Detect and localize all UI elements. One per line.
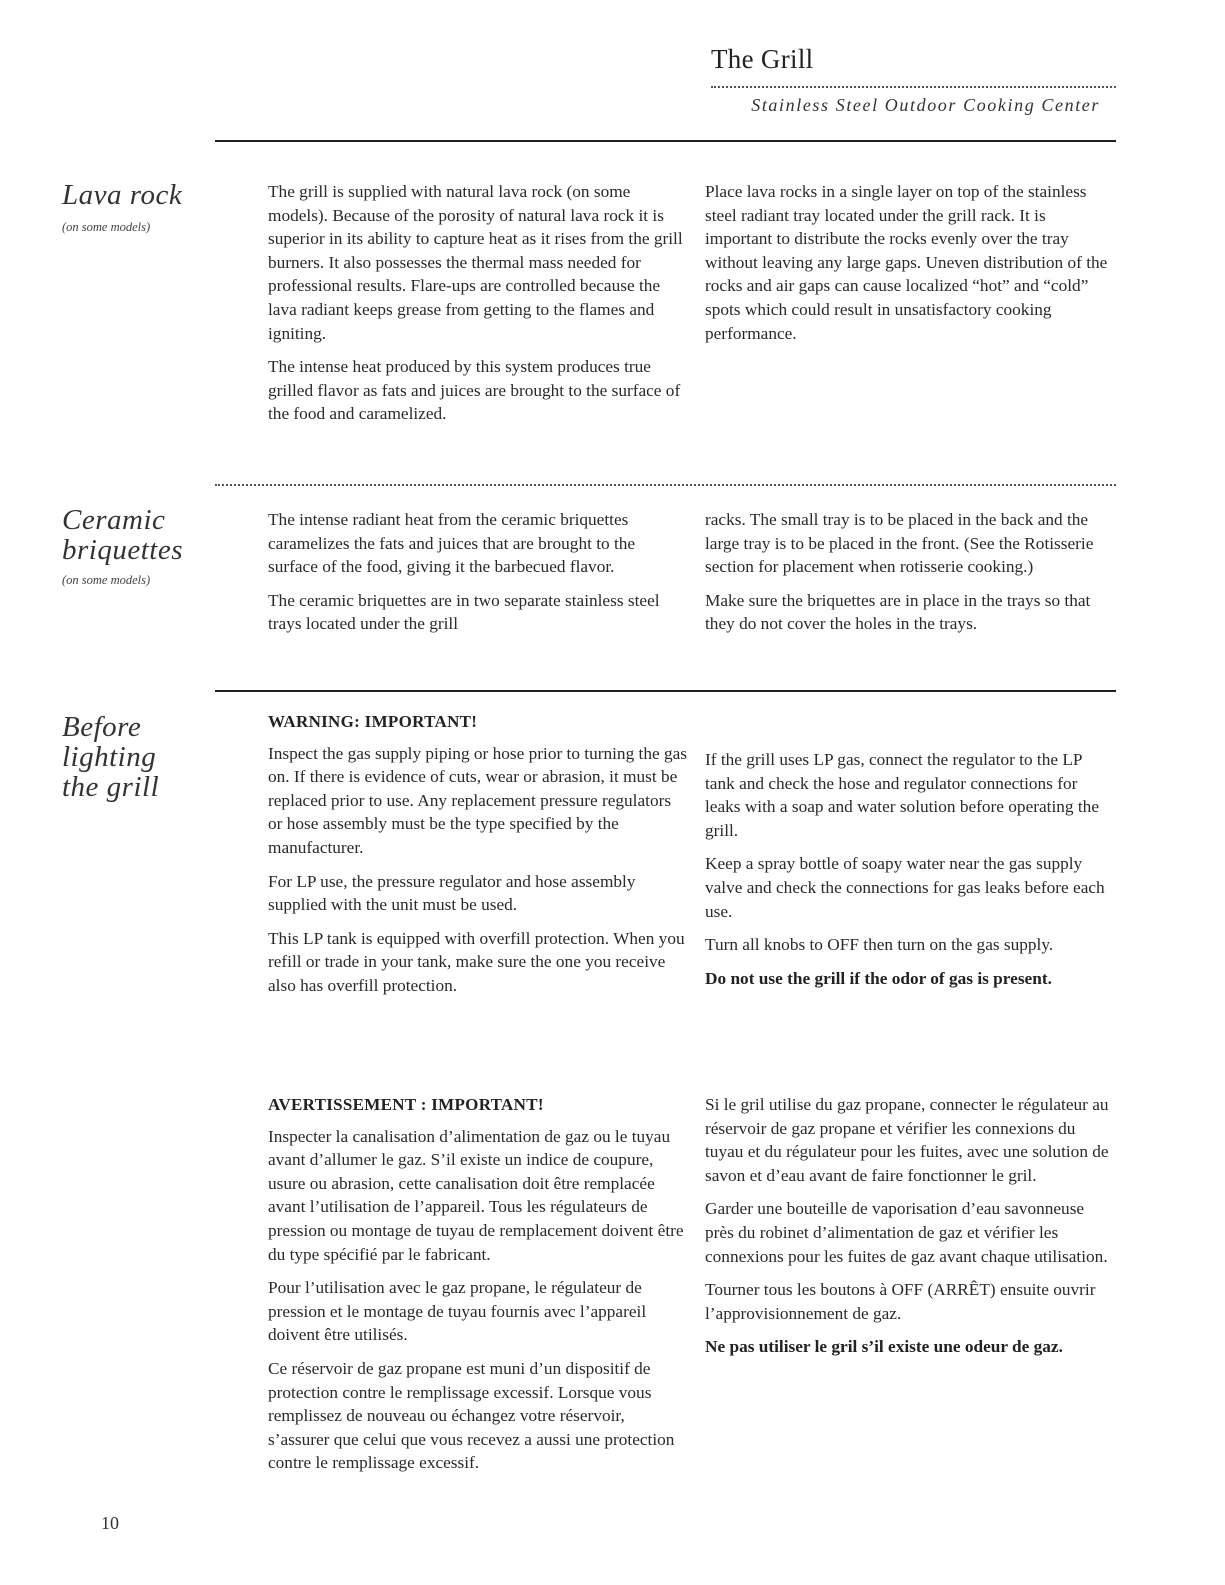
paragraph: Pour l’utilisation avec le gaz propane, le régulateur de pression et le montage de tuyau fournis avec l’appareil doivent être utilisés. [268, 1278, 647, 1345]
lava-rock-right-column [705, 180, 1115, 355]
french-warning-heading: AVERTISSEMENT : IMPORTANT! [268, 1095, 544, 1114]
paragraph: Tourner tous les boutons à OFF (ARRÊT) ensuite ouvrir l’approvisionnement de gaz. [705, 1280, 1096, 1323]
section-divider [215, 484, 1116, 486]
title-line: Before [62, 711, 142, 743]
paragraph: Si le gril utilise du gaz propane, connecter le régulateur au réservoir de gaz propane et vérifier les connexions du tuyau et du régulateur pour les fuites, avec une solution de savon et d’eau avant de faire fonctionner le gril. [705, 1095, 1109, 1185]
title-rule [711, 86, 1116, 88]
paragraph: The grill is supplied with natural lava rock (on some models). Because of the porosity of natural lava rock it is superior in its ability to capture heat as it rises from the grill burners. It also possesses the thermal mass needed for professional results. Flare-ups are controlled because the lava radiant keeps grease from getting to the flames and igniting. [268, 182, 683, 343]
section-note-lava-rock: (on some models) [62, 220, 151, 234]
french-warning-right-column [705, 1093, 1115, 1369]
paragraph: If the grill uses LP gas, connect the regulator to the LP tank and check the hose and regulator connections for leaks with a soap and water solution before operating the grill. [705, 750, 1099, 840]
header-divider [215, 140, 1116, 142]
paragraph: Make sure the briquettes are in place in the trays so that they do not cover the holes in the trays. [705, 590, 1091, 634]
paragraph: Turn all knobs to OFF then turn on the gas supply. [705, 935, 1054, 955]
paragraph: For LP use, the pressure regulator and hose assembly supplied with the unit must be used. [268, 871, 636, 915]
paragraph: Keep a spray bottle of soapy water near the gas supply valve and check the connections for gas leaks before each use. [705, 854, 1105, 921]
paragraph: This LP tank is equipped with overfill protection. When you refill or trade in your tank, make sure the one you receive also has overfill protection. [268, 928, 685, 995]
paragraph: The intense radiant heat from the ceramic briquettes caramelizes the fats and juices that are brought to the surface of the food, giving it the barbecued flavor. [268, 510, 636, 577]
lava-rock-left-column [268, 180, 688, 436]
section-title-lava-rock: Lava rock [62, 179, 183, 211]
page-subtitle: Stainless Steel Outdoor Cooking Center [751, 95, 1100, 115]
page-title: The Grill [711, 44, 814, 74]
title-line: briquettes [62, 534, 183, 566]
ceramic-right-column [705, 508, 1115, 646]
section-divider [215, 690, 1116, 692]
french-warning-bold-note: Ne pas utiliser le gril s’il existe une odeur de gaz. [705, 1337, 1063, 1357]
paragraph: Inspect the gas supply piping or hose prior to turning the gas on. If there is evidence of cuts, wear or abrasion, it must be replaced prior to use. Any replacement pressure regulators or hose assembly must be the type specified by the manufacturer. [268, 743, 688, 857]
paragraph: The ceramic briquettes are in two separate stainless steel trays located under the grill [268, 590, 660, 634]
paragraph: Inspecter la canalisation d’alimentation de gaz ou le tuyau avant d’allumer le gaz. S’il existe un indice de coupure, usure ou abrasion, cette canalisation doit être remplacée avant l’utilisation de l’appareil. Tous les régulateurs de pression ou montage de tuyau de remplacement doivent être du type spécifié par le fabricant. [268, 1126, 684, 1264]
warning-heading: WARNING: IMPORTANT! [268, 712, 478, 731]
section-title-before-lighting [62, 712, 159, 802]
paragraph: racks. The small tray is to be placed in the back and the large tray is to be placed in the front. (See the Rotisserie section for placement when rotisserie cooking.) [705, 510, 1094, 577]
warning-bold-note: Do not use the grill if the odor of gas is present. [705, 968, 1052, 988]
warning-left-column [268, 710, 688, 1008]
section-title-ceramic [62, 505, 183, 565]
paragraph: The intense heat produced by this system produces true grilled flavor as fats and juices are brought to the surface of the food and caramelized. [268, 357, 681, 424]
french-warning-left-column [268, 1093, 688, 1485]
paragraph: Place lava rocks in a single layer on top of the stainless steel radiant tray located under the grill rack. It is important to distribute the rocks evenly over the tray without leaving any large gaps. Uneven distribution of the rocks and air gaps can cause localized “hot” and “cold” spots which could result in unsatisfactory cooking performance. [705, 182, 1108, 343]
section-note-ceramic: (on some models) [62, 573, 151, 587]
paragraph: Garder une bouteille de vaporisation d’eau savonneuse près du robinet d’alimentation de gaz et vérifier les connexions pour les fuites de gaz avant chaque utilisation. [705, 1199, 1108, 1266]
title-line: the grill [62, 771, 160, 803]
ceramic-left-column [268, 508, 688, 646]
warning-right-column [705, 748, 1115, 1000]
paragraph: Ce réservoir de gaz propane est muni d’un dispositif de protection contre le remplissage excessif. Lorsque vous remplissez de nouveau ou échangez votre réservoir, s’assurer que celui que vous recevez a aussi une protection contre le remplissage excessif. [268, 1358, 675, 1473]
title-line: lighting [62, 741, 157, 773]
title-line: Ceramic [62, 504, 166, 536]
page-number: 10 [101, 1513, 119, 1533]
